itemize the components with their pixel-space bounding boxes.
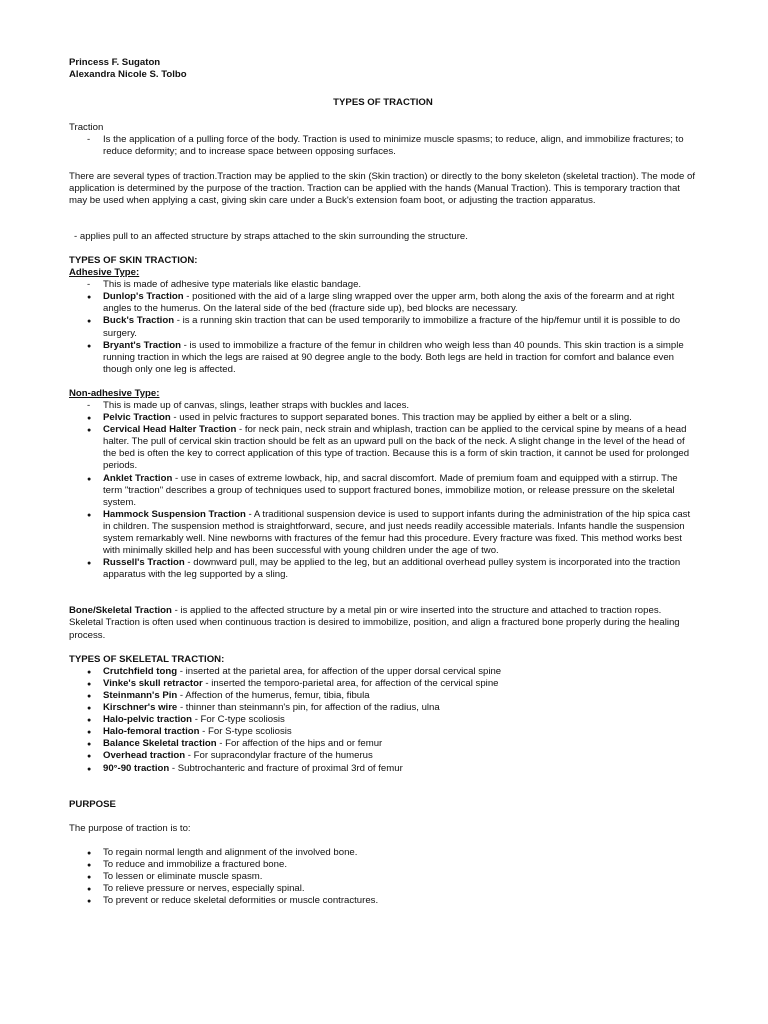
item-text: - downward pull, may be applied to the leg, but an additional overhead pulley system is incorporated into the traction apparatus with the leg supported by a sling.: [103, 557, 681, 581]
list-item: [69, 315, 697, 339]
list-item: [69, 678, 697, 690]
purpose-item: To regain normal length and alignment of the involved bone.: [103, 846, 358, 858]
skeletal-list: [69, 666, 697, 775]
list-item: [69, 291, 697, 315]
list-item: [69, 763, 697, 775]
list-item: [69, 883, 697, 895]
item-text: - inserted the temporo-parietal area, for affection of the cervical spine: [202, 677, 499, 689]
intro-list: [69, 134, 697, 158]
purpose-list: [69, 847, 697, 907]
item-text: - A traditional suspension device is used to support infants during the administration of the hip spica cast in children. The suspension method is straightforward, secure, and just needs readily accessible materials. Infants handle the suspension system remarkably well. Nine newborns with fractures of the femur had this procedure. Every fracture was fixed. This method works best with minimally skilled help and has been successful with young children under the age of two.: [103, 508, 691, 557]
adhesive-list: [69, 279, 697, 376]
list-item: [69, 412, 697, 424]
list-item: [69, 400, 697, 412]
bullet-marker: ●: [87, 692, 92, 700]
item-name: Dunlop's Traction: [103, 291, 184, 303]
item-text: - inserted at the parietal area, for affection of the upper dorsal cervical spine: [177, 665, 502, 677]
list-item: [69, 509, 697, 557]
author-1: Princess F. Sugaton: [69, 57, 161, 68]
list-item: [69, 702, 697, 714]
bullet-marker: ●: [87, 680, 92, 688]
dash-marker: -: [87, 134, 91, 146]
adhesive-heading: Adhesive Type:: [69, 267, 140, 279]
item-name: Russell's Traction: [103, 557, 185, 569]
item-name: Halo-femoral traction: [103, 726, 200, 738]
purpose-lead: The purpose of traction is to:: [69, 822, 191, 834]
list-item: [69, 859, 697, 871]
list-item: [69, 666, 697, 678]
item-text: - thinner than steinmann's pin, for affection of the radius, ulna: [177, 702, 440, 714]
item-text: - is used to immobilize a fracture of the femur in children who weigh less than 40 pounds. This skin traction is a simple running traction in which the legs are raised at 90 degree angle to the body. Both legs are held in traction for comfort and balance even though only one leg is affected.: [103, 339, 684, 375]
list-item: [69, 279, 697, 291]
item-name: Pelvic Traction: [103, 412, 171, 424]
bullet-marker: ●: [87, 318, 92, 326]
item-name: Buck's Traction: [103, 315, 175, 327]
bullet-marker: ●: [87, 560, 92, 568]
bone-traction-text: - is applied to the affected structure by a metal pin or wire inserted into the structure and attached to traction ropes. Skeletal Traction is often used when continuous traction is desired to immobilize, position, and align a fractured bone properly during the healing process.: [69, 605, 680, 641]
list-item: [69, 871, 697, 883]
bullet-marker: ●: [87, 427, 92, 435]
bullet-marker: ●: [87, 886, 92, 894]
purpose-heading: PURPOSE: [69, 798, 116, 810]
list-item: [69, 557, 697, 581]
authors: [69, 57, 697, 81]
skeletal-traction-heading: TYPES OF SKELETAL TRACTION:: [69, 653, 225, 665]
bullet-marker: ●: [87, 475, 92, 483]
intro-definition: Is the application of a pulling force of the body. Traction is used to minimize muscle spasms; to reduce, align, and immobilize fractures; to reduce deformity; and to increase space between opposing surfaces.: [103, 134, 684, 158]
bone-traction-term: Bone/Skeletal Traction: [69, 605, 172, 617]
bullet-marker: ●: [87, 765, 92, 773]
item-name: Steinmann's Pin: [103, 689, 178, 701]
item-text: - For supracondylar fracture of the humerus: [185, 750, 373, 762]
list-item: [69, 473, 697, 509]
list-item: [69, 714, 697, 726]
nonadhesive-description: This is made up of canvas, slings, leather straps with buckles and laces.: [103, 399, 410, 411]
item-text: - Affection of the humerus, femur, tibia, fibula: [177, 689, 370, 701]
item-text: - For S-type scoliosis: [199, 726, 292, 738]
nonadhesive-list: [69, 400, 697, 581]
list-item: [69, 750, 697, 762]
intro-term: Traction: [69, 122, 104, 134]
bullet-marker: ●: [87, 898, 92, 906]
dash-marker: -: [87, 279, 91, 291]
skin-traction-line: - applies pull to an affected structure by straps attached to the skin surrounding the structure.: [74, 230, 468, 242]
dash-marker: -: [87, 399, 91, 411]
purpose-item: To lessen or eliminate muscle spasm.: [103, 870, 263, 882]
nonadhesive-heading: Non-adhesive Type:: [69, 387, 160, 399]
list-item: [69, 895, 697, 907]
bullet-marker: ●: [87, 753, 92, 761]
bullet-marker: ●: [87, 415, 92, 423]
bullet-marker: ●: [87, 668, 92, 676]
bullet-marker: ●: [87, 849, 92, 857]
bullet-marker: ●: [87, 741, 92, 749]
item-text: - use in cases of extreme lowback, hip, and sacral discomfort. Made of premium foam and equipped with a stirrup. The term "traction" describes a group of techniques used to support fractured bones, immobilize motion, or release pressure on the skeletal system.: [103, 472, 678, 508]
overview-paragraph: There are several types of traction.Traction may be applied to the skin (Skin traction) or directly to the bony skeleton (skeletal traction). The mode of application is determined by the purpose of the traction. Traction can be applied with the hands (Manual Traction). This is temporary traction that may be used when applying a cast, giving skin care under a Buck's extension foam boot, or adjusting the traction apparatus.: [69, 170, 696, 206]
purpose-item: To relieve pressure or nerves, especially spinal.: [103, 883, 305, 895]
purpose-item: To reduce and immobilize a fractured bone.: [103, 858, 287, 870]
item-name: Halo-pelvic traction: [103, 714, 193, 726]
intro-section: [69, 122, 697, 158]
bullet-marker: ●: [87, 342, 92, 350]
bone-traction-paragraph: [69, 605, 697, 641]
purpose-item: To prevent or reduce skeletal deformities or muscle contractures.: [103, 895, 379, 907]
item-text: - For C-type scoliosis: [192, 714, 285, 726]
item-name: Anklet Traction: [103, 472, 173, 484]
document-title: TYPES OF TRACTION: [333, 97, 433, 109]
item-text: - used in pelvic fractures to support separated bones. This traction may be applied by either a belt or a sling.: [170, 412, 632, 424]
adhesive-description: This is made of adhesive type materials like elastic bandage.: [103, 279, 362, 291]
item-name: 90°-90 traction: [103, 762, 170, 774]
item-name: Kirschner's wire: [103, 702, 178, 714]
list-item: [69, 690, 697, 702]
bullet-marker: ●: [87, 729, 92, 737]
item-name: Hammock Suspension Traction: [103, 508, 246, 520]
list-item: [69, 340, 697, 376]
bullet-marker: ●: [87, 861, 92, 869]
author-2: Alexandra Nicole S. Tolbo: [69, 69, 187, 81]
item-text: - for neck pain, neck strain and whiplash, traction can be applied to the cervical spine by means of a head halter. The pull of cervical skin traction should be felt as an upward pull on the back of the neck. A slight change in the level of the head of the bed is often the key to correct application of this type of traction. Because this is a form of skin traction, it cannot be used for prolonged periods.: [103, 424, 690, 472]
list-item: [69, 726, 697, 738]
bullet-marker: ●: [87, 705, 92, 713]
bullet-marker: ●: [87, 873, 92, 881]
bullet-marker: ●: [87, 294, 92, 302]
item-text: - For affection of the hips and or femur: [216, 738, 383, 750]
item-name: Balance Skeletal traction: [103, 738, 217, 750]
item-name: Cervical Head Halter Traction: [103, 424, 237, 436]
list-item: [69, 847, 697, 859]
item-name: Overhead traction: [103, 750, 186, 762]
list-item: [69, 424, 697, 472]
skin-traction-heading: TYPES OF SKIN TRACTION:: [69, 254, 198, 266]
bullet-marker: ●: [87, 511, 92, 519]
item-text: - Subtrochanteric and fracture of proximal 3rd of femur: [169, 762, 403, 774]
document-body: [69, 57, 697, 907]
item-text: - is a running skin traction that can be used temporarily to immobilize a fracture of the hip/femur until it is possible to do surgery.: [103, 315, 681, 339]
bullet-marker: ●: [87, 717, 92, 725]
list-item: [69, 738, 697, 750]
item-name: Bryant's Traction: [103, 339, 181, 351]
list-item: [69, 134, 697, 158]
item-text: - positioned with the aid of a large sling wrapped over the upper arm, both along the axis of the forearm and at right angles to the humerus. On the lateral side of the bed (fracture side up), bed blocks are necessary.: [103, 291, 675, 315]
item-name: Vinke's skull retractor: [103, 677, 203, 689]
item-name: Crutchfield tong: [103, 665, 178, 677]
